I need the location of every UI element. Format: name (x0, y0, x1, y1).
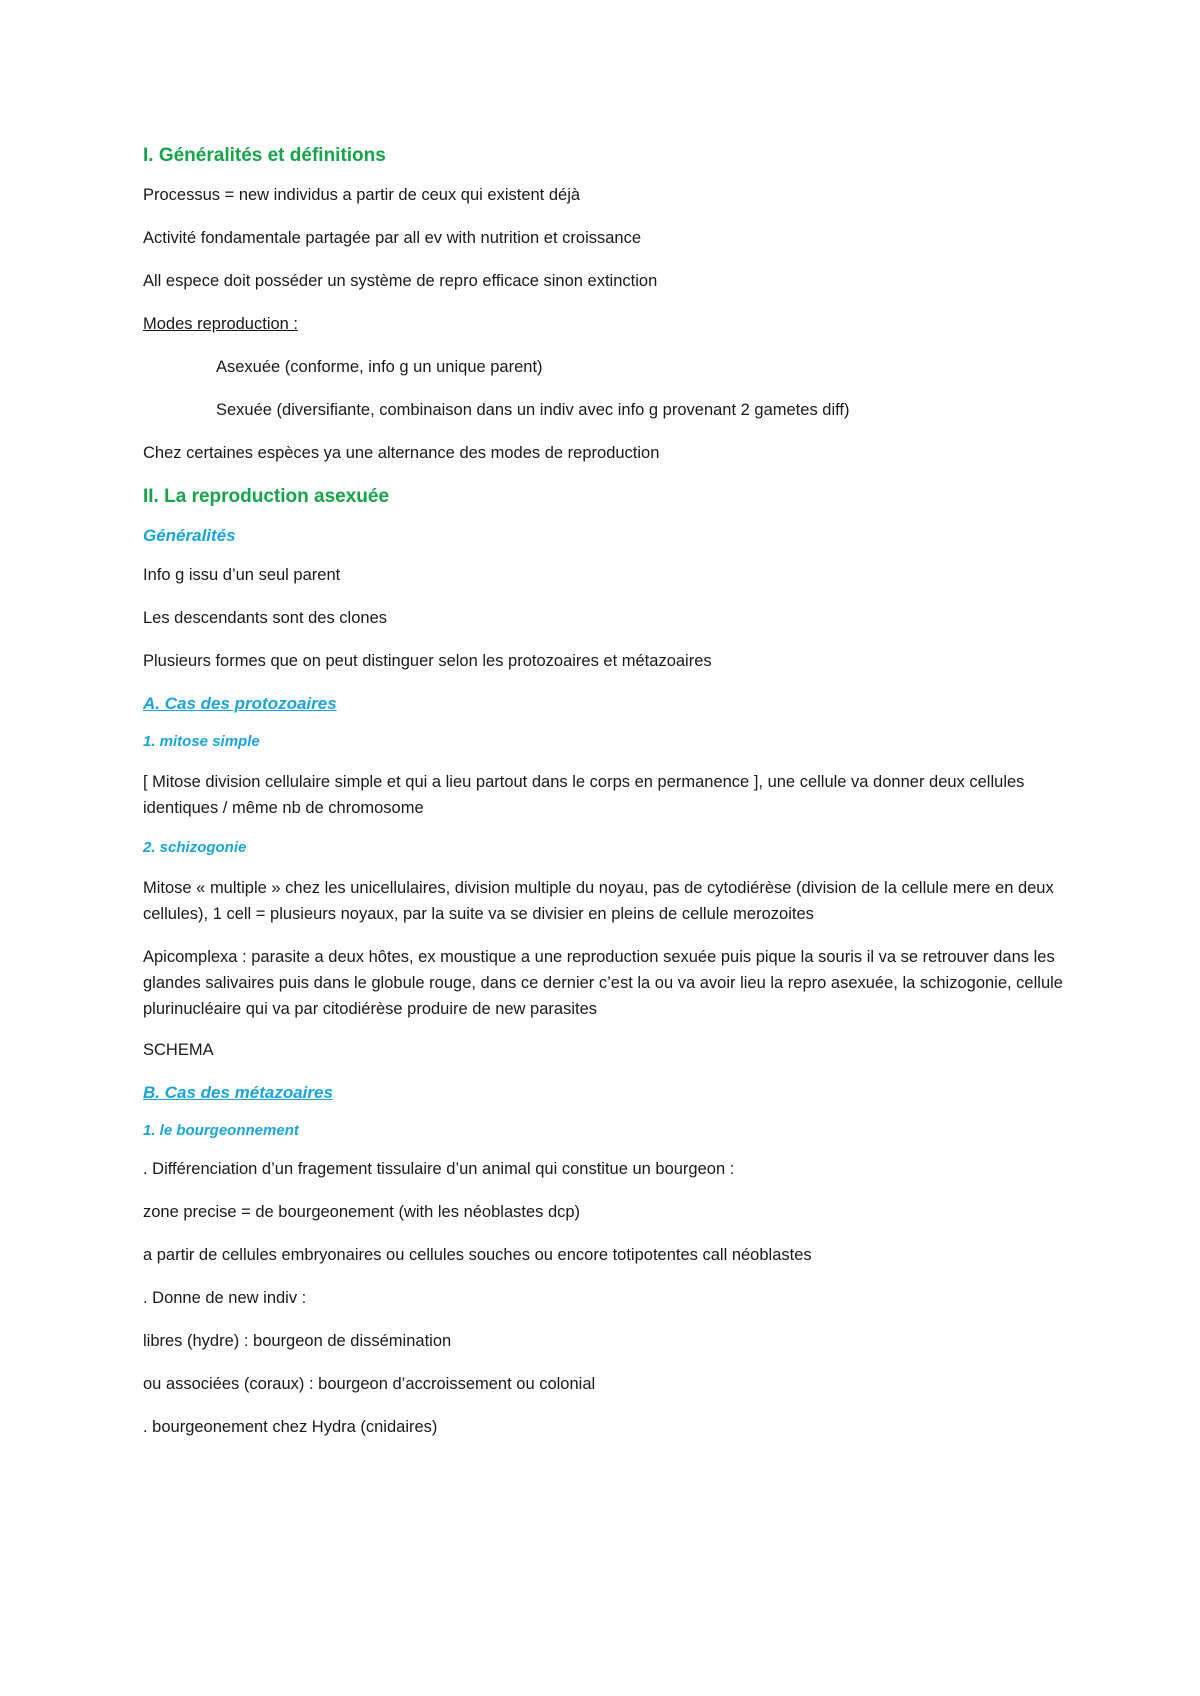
paragraph: a partir de cellules embryonaires ou cellules souches ou encore totipotentes call néoblastes (143, 1246, 812, 1264)
section-2-title: II. La reproduction asexuée (143, 486, 390, 507)
section-1-title: I. Généralités et définitions (143, 145, 386, 166)
paragraph: All espece doit posséder un système de repro efficace sinon extinction (143, 272, 658, 290)
apicomplexa-text: Apicomplexa : parasite a deux hôtes, ex moustique a une reproduction sexuée puis pique la souris il va se retrouver dans les glandes salivaires puis dans le globule rouge, dans ce dernier c’est la ou va avoir lieu la repro asexuée, la schizogonie, cellule plurinucléaire qui va par citodiérèse produire de new parasites (143, 948, 1068, 1018)
protozoaires-title: A. Cas des protozoaires (143, 694, 337, 713)
schema-label: SCHEMA (143, 1041, 214, 1059)
paragraph: Processus = new individus a partir de ceux qui existent déjà (143, 186, 581, 204)
paragraph: libres (hydre) : bourgeon de dissémination (143, 1332, 452, 1350)
paragraph: Activité fondamentale partagée par all ev with nutrition et croissance (143, 229, 642, 247)
paragraph: Plusieurs formes que on peut distinguer selon les protozoaires et métazoaires (143, 652, 712, 670)
paragraph: Info g issu d’un seul parent (143, 566, 341, 584)
mode-sexual: Sexuée (diversifiante, combinaison dans un indiv avec info g provenant 2 gametes diff) (216, 401, 850, 419)
paragraph: Les descendants sont des clones (143, 609, 387, 627)
schizogonie-text: Mitose « multiple » chez les unicellulaires, division multiple du noyau, pas de cytodiérèse (division de la cellule mere en deux cellules), 1 cell = plusieurs noyaux, par la suite va se divisier en pleins de cellule merozoites (143, 879, 1059, 923)
schizogonie-title: 2. schizogonie (143, 839, 247, 856)
modes-label-text: Modes reproduction : (143, 315, 299, 333)
paragraph: zone precise = de bourgeonement (with les néoblastes dcp) (143, 1203, 581, 1221)
paragraph: . bourgeonement chez Hydra (cnidaires) (143, 1418, 438, 1436)
bourgeonnement-title: 1. le bourgeonnement (143, 1122, 299, 1139)
paragraph: ou associées (coraux) : bourgeon d’accroissement ou colonial (143, 1375, 596, 1393)
paragraph: Chez certaines espèces ya une alternance des modes de reproduction (143, 444, 660, 462)
mitose-simple-title: 1. mitose simple (143, 733, 260, 750)
mode-asexual: Asexuée (conforme, info g un unique parent) (216, 358, 543, 376)
generalites-title: Généralités (143, 526, 236, 545)
modes-label (143, 313, 1080, 335)
mitose-simple-text: [ Mitose division cellulaire simple et qui a lieu partout dans le corps en permanence ], une cellule va donner deux cellules identiques / même nb de chromosome (143, 773, 1030, 817)
metazoaires-title: B. Cas des métazoaires (143, 1083, 333, 1102)
paragraph: . Donne de new indiv : (143, 1289, 307, 1307)
paragraph: . Différenciation d’un fragement tissulaire d’un animal qui constitue un bourgeon : (143, 1160, 735, 1178)
